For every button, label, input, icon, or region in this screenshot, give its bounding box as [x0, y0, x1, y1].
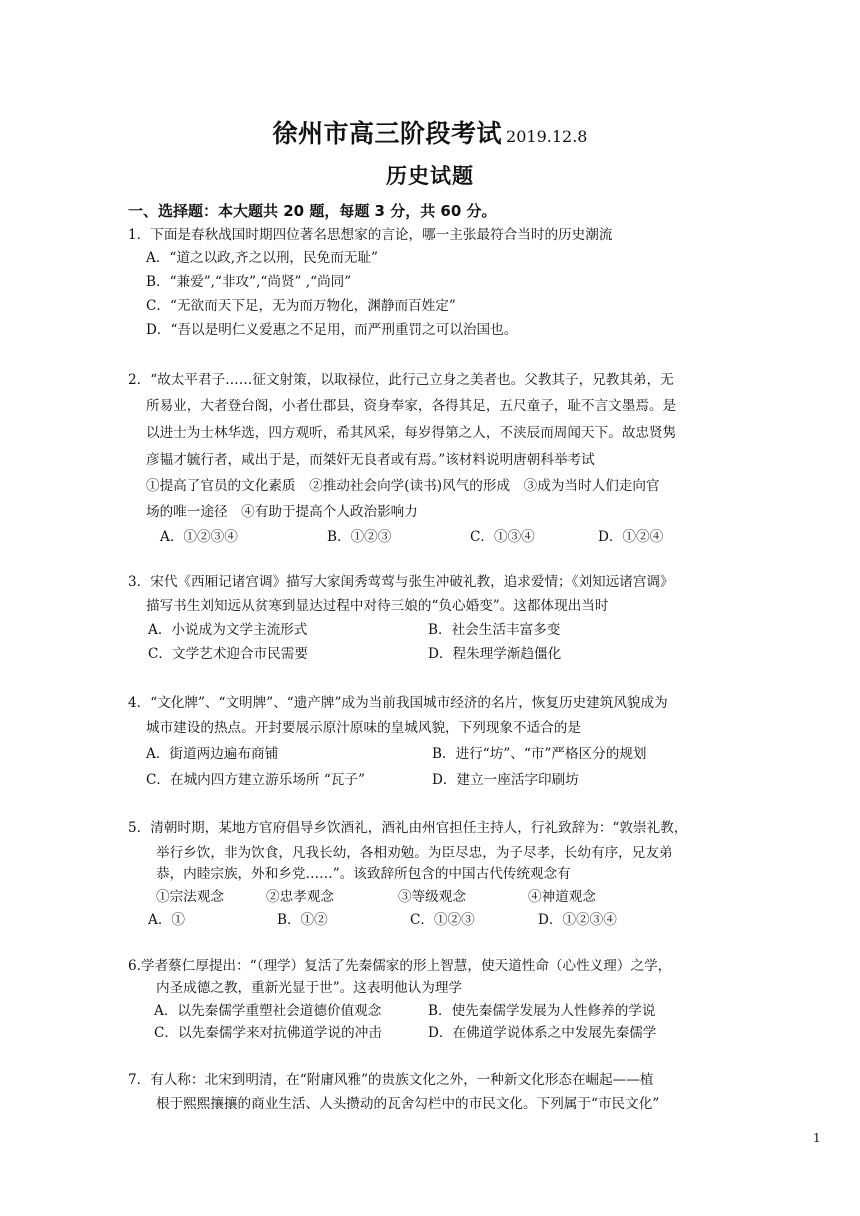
q6-option-c: C．以先秦儒学来对抗佛道学说的冲击 — [154, 1025, 382, 1041]
q7-stem-line-2: 根于熙熙攘攘的商业生活、人头攒动的瓦舍勾栏中的市民文化。下列属于“市民文化” — [156, 1096, 660, 1112]
q2-option-d: D．①②④ — [598, 529, 664, 545]
q5-option-c: C．①②③ — [410, 912, 475, 928]
q4-option-c: C．在城内四方建立游乐场所 “瓦子” — [146, 772, 365, 788]
q2-items-line-2: 场的唯一途径 ④有助于提高个人政治影响力 — [146, 504, 418, 520]
q1-option-a: A．“道之以政,齐之以刑，民免而无耻” — [146, 250, 378, 266]
q2-stem-line-1: 2．“故太平君子……征文射策，以取禄位，此行己立身之美者也。父教其子，兄教其弟，无 — [128, 372, 674, 388]
q2-stem-line-3: 以进士为士林华选，四方观听，希其风采，每岁得第之人，不浃辰而周闻天下。故忠贤隽 — [146, 425, 677, 441]
q3-option-a: A．小说成为文学主流形式 — [148, 622, 308, 638]
q5-item-3: ③等级观念 — [398, 889, 466, 905]
page-title: 徐州市高三阶段考试 — [272, 119, 503, 148]
q3-option-d: D．程朱理学渐趋僵化 — [428, 646, 562, 662]
q5-option-b: B．①② — [277, 912, 328, 928]
q2-items-line-1: ①提高了官员的文化素质 ②推动社会向学(读书)风气的形成 ③成为当时人们走向官 — [146, 478, 660, 494]
q5-option-d: D．①②③④ — [538, 912, 617, 928]
q5-stem-line-1: 5．清朝时期，某地方官府倡导乡饮酒礼，酒礼由州官担任主持人，行礼致辞为：“敦崇礼教， — [128, 820, 688, 836]
q6-option-d: D．在佛道学说体系之中发展先秦儒学 — [428, 1025, 657, 1041]
q2-stem-line-2: 所易业，大者登台阁，小者仕郡县，资身奉家，各得其足，五尺童子，耻不言文墨焉。是 — [146, 398, 677, 414]
q6-option-a: A．以先秦儒学重塑社会道德价值观念 — [154, 1003, 382, 1019]
q1-option-c: C．“无欲而天下足，无为而万物化，渊静而百姓定” — [146, 298, 456, 314]
q4-stem-line-2: 城市建设的热点。开封要展示原汁原味的皇城风貌，下列现象不适合的是 — [146, 720, 581, 736]
q1-option-b: B．“兼爱”,“非攻”,“尚贤” ,“尚同” — [146, 274, 352, 290]
q4-option-d: D．建立一座活字印刷坊 — [432, 772, 579, 788]
q6-option-b: B．使先秦儒学发展为人性修养的学说 — [428, 1003, 656, 1019]
q5-stem-line-3: 恭，内睦宗族，外和乡党……”。该致辞所包含的中国古代传统观念有 — [156, 866, 571, 882]
q1-stem: 1．下面是春秋战国时期四位著名思想家的言论，哪一主张最符合当时的历史潮流 — [128, 227, 613, 243]
q5-item-4: ④神道观念 — [528, 889, 596, 905]
q4-stem-line-1: 4．“文化牌”、“文明牌”、“遗产牌”成为当前我国城市经济的名片，恢复历史建筑风貌成为 — [128, 695, 668, 711]
q2-option-b: B．①②③ — [327, 529, 392, 545]
q2-option-c: C．①③④ — [470, 529, 535, 545]
q4-option-b: B．进行“坊”、“市”严格区分的规划 — [432, 746, 647, 762]
q7-stem-line-1: 7．有人称：北宋到明清，在“附庸风雅”的贵族文化之外，一种新文化形态在崛起——植 — [128, 1072, 654, 1088]
title-block — [0, 114, 860, 150]
q5-item-2: ②忠孝观念 — [266, 889, 334, 905]
page-number: 1 — [813, 1131, 821, 1145]
q6-stem-line-1: 6.学者蔡仁厚提出：“（理学）复活了先秦儒家的形上智慧，使天道性命（心性义理）之学， — [128, 958, 672, 974]
q4-option-a: A．街道两边遍布商铺 — [146, 746, 279, 762]
q3-stem-line-1: 3．宋代《西厢记诸宫调》描写大家闺秀莺莺与张生冲破礼教，追求爱情；《刘知远诸宫调》 — [128, 574, 674, 590]
q6-stem-line-2: 内圣成德之教，重新光显于世”。这表明他认为理学 — [156, 980, 463, 996]
q5-option-a: A．① — [148, 912, 186, 928]
q3-option-c: C．文学艺术迎合市民需要 — [148, 646, 308, 662]
q3-option-b: B．社会生活丰富多变 — [428, 622, 561, 638]
section-heading: 一、选择题：本大题共 20 题，每题 3 分，共 60 分。 — [128, 202, 497, 220]
q2-stem-line-4: 彦韫才毓行者，咸出于是，而桀奸无良者或有焉。”该材料说明唐朝科举考试 — [146, 452, 595, 468]
q2-option-a: A．①②③④ — [160, 529, 238, 545]
q3-stem-line-2: 描写书生刘知远从贫寒到显达过程中对待三娘的“负心婚变”。这都体现出当时 — [146, 598, 609, 614]
exam-date: 2019.12.8 — [506, 127, 588, 146]
q5-item-1: ①宗法观念 — [156, 889, 224, 905]
q5-stem-line-2: 举行乡饮，非为饮食，凡我长幼，各相劝勉。为臣尽忠，为子尽孝，长幼有序，兄友弟 — [156, 845, 673, 861]
q1-option-d: D．“吾以是明仁义爱惠之不足用，而严刑重罚之可以治国也。 — [146, 322, 518, 338]
page-subtitle: 历史试题 — [386, 164, 474, 188]
